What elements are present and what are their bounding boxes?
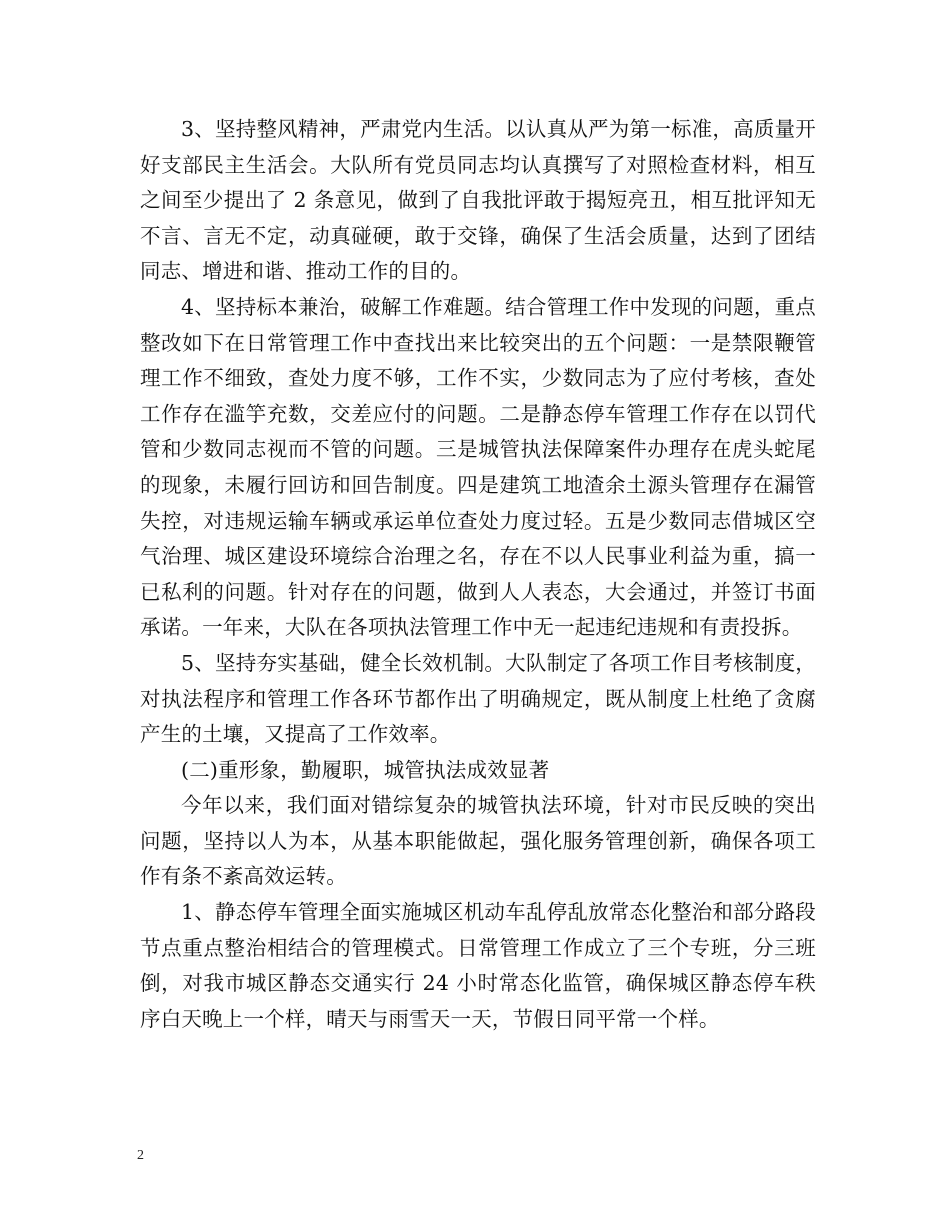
page-number: 2: [137, 1148, 144, 1163]
section-heading: (二)重形象，勤履职，城管执法成效显著: [181, 757, 550, 782]
document-body: [140, 112, 816, 1037]
paragraph-2: 4、坚持标本兼治，破解工作难题。结合管理工作中发现的问题，重点整改如下在日常管理工作中查找出来比较突出的五个问题：一是禁限鞭管理工作不细致，查处力度不够，工作不实，少数同志为了应付考核，查处工作存在滥竽充数，交差应付的问题。二是静态停车管理工作存在以罚代管和少数同志视而不管的问题。三是城管执法保障案件办理存在虎头蛇尾的现象，未履行回访和回告制度。四是建筑工地渣余土源头管理存在漏管失控，对违规运输车辆或承运单位查处力度过轻。五是少数同志借城区空气治理、城区建设环境综合治理之名，存在不以人民事业利益为重，搞一已私利的问题。针对存在的问题，做到人人表态，大会通过，并签订书面承诺。一年来，大队在各项执法管理工作中无一起违纪违规和有责投拆。: [140, 294, 816, 640]
paragraph-1: 3、坚持整风精神，严肃党内生活。以认真从严为第一标准，高质量开好支部民主生活会。大队所有党员同志均认真撰写了对照检查材料，相互之间至少提出了 2 条意见，做到了自我批评敢于揭短亮丑，相互批评知无不言、言无不定，动真碰硬，敢于交锋，确保了生活会质量，达到了团结同志、增进和谐、推动工作的目的。: [140, 117, 816, 284]
paragraph-3: 5、坚持夯实基础，健全长效机制。大队制定了各项工作目考核制度，对执法程序和管理工作各环节都作出了明确规定，既从制度上杜绝了贪腐产生的土壤，又提高了工作效率。: [140, 650, 816, 747]
paragraph-4: 今年以来，我们面对错综复杂的城管执法环境，针对市民反映的突出问题，坚持以人为本，从基本职能做起，强化服务管理创新，确保各项工作有条不紊高效运转。: [140, 793, 816, 889]
paragraph-5: 1、静态停车管理全面实施城区机动车乱停乱放常态化整治和部分路段节点重点整治相结合的管理模式。日常管理工作成立了三个专班，分三班倒，对我市城区静态交通实行 24 小时常态化监管，确保城区静态停车秩序白天晚上一个样，晴天与雨雪天一天，节假日同平常一个样。: [140, 900, 816, 1031]
